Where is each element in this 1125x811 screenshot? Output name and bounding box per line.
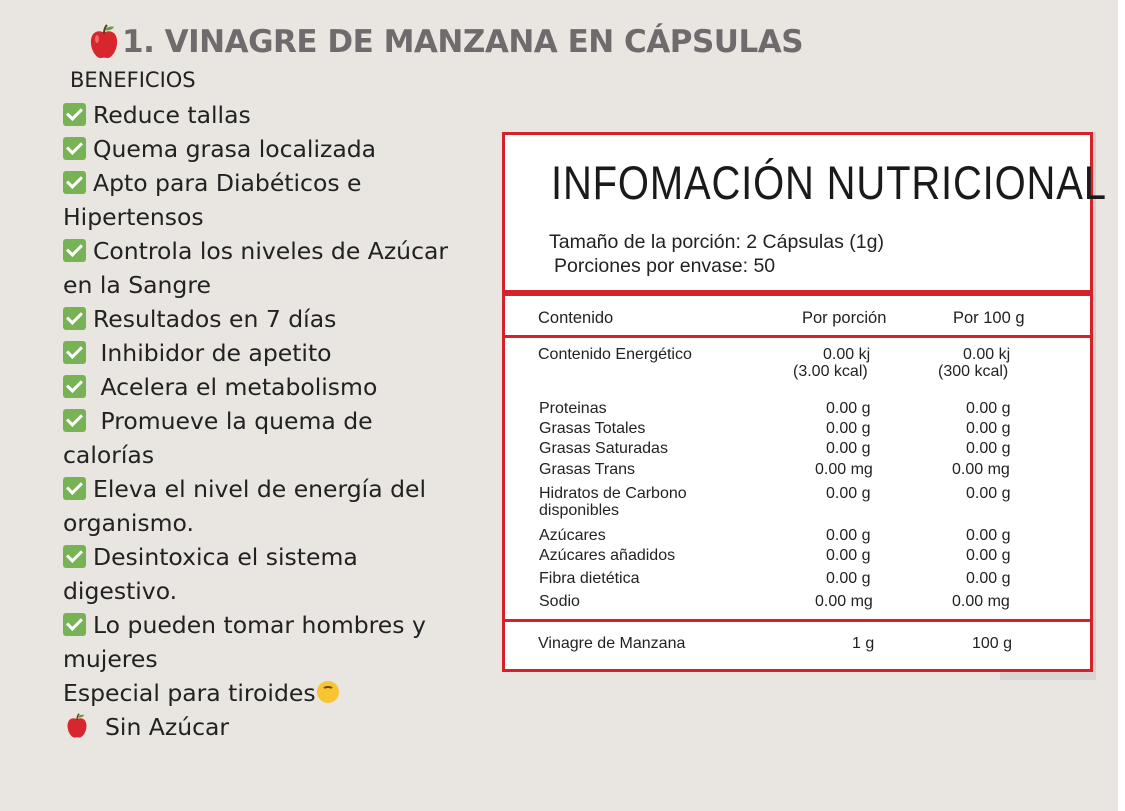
nutrient-per-100g: 0.00 g <box>966 570 1011 587</box>
benefit-item-continuation: mujeres <box>63 645 158 673</box>
check-icon <box>63 375 86 398</box>
serving-size: Tamaño de la porción: 2 Cápsulas (1g) <box>549 231 884 253</box>
benefits-heading: BENEFICIOS <box>70 68 196 92</box>
nutrient-per-100g: 0.00 g <box>966 400 1011 417</box>
nutrient-per-portion: 0.00 mg <box>815 461 873 478</box>
check-icon <box>63 307 86 330</box>
nutrient-label-continuation: disponibles <box>539 502 620 519</box>
benefit-item: Promueve la quema de <box>63 404 493 438</box>
nutrition-panel <box>502 132 1107 672</box>
benefit-item-continuation: organismo. <box>63 509 194 537</box>
benefit-item: Lo pueden tomar hombres y <box>63 608 493 642</box>
nutrient-label: Proteinas <box>539 400 607 417</box>
check-icon <box>63 239 86 262</box>
divider <box>505 619 1090 622</box>
page-title-text: 1. VINAGRE DE MANZANA EN CÁPSULAS <box>122 24 804 60</box>
nutrient-per-portion: 0.00 g <box>826 547 871 564</box>
divider <box>505 335 1090 338</box>
benefit-item: Controla los niveles de Azúcar <box>63 234 493 268</box>
check-icon <box>63 341 86 364</box>
check-icon <box>63 613 86 636</box>
nutrient-per-100g: 0.00 g <box>966 485 1011 502</box>
nutrient-per-100g: 0.00 mg <box>952 593 1010 610</box>
nutrient-label: Grasas Totales <box>539 420 646 437</box>
ingredient-per-100g: 100 g <box>972 635 1013 652</box>
nutrient-label: Hidratos de Carbono <box>539 485 687 502</box>
check-icon <box>63 103 86 126</box>
benefit-item: Eleva el nivel de energía del <box>63 472 493 506</box>
nutrient-per-portion: 0.00 g <box>826 440 871 457</box>
nutrition-title: INFOMACIÓN NUTRICIONAL <box>551 156 1107 209</box>
page-title <box>88 20 803 64</box>
benefit-item: Inhibidor de apetito <box>63 336 493 370</box>
nutrient-label: Grasas Trans <box>539 461 636 478</box>
energy-per-100g-kcal: (300 kcal) <box>938 363 1009 380</box>
energy-per-100g-kj: 0.00 kj <box>963 346 1011 363</box>
ingredient-label: Vinagre de Manzana <box>538 635 686 652</box>
benefits-list <box>63 98 493 744</box>
panel-bottom-shade <box>1000 672 1096 680</box>
header-contenido: Contenido <box>538 309 614 327</box>
benefit-item-sin-azucar: Sin Azúcar <box>63 710 493 744</box>
check-icon <box>63 545 86 568</box>
nutrient-per-portion: 0.00 g <box>826 570 871 587</box>
nutrient-label: Azúcares añadidos <box>539 547 676 564</box>
benefit-item: Apto para Diabéticos e <box>63 166 493 200</box>
check-icon <box>63 137 86 160</box>
nutrient-per-portion: 0.00 g <box>826 485 871 502</box>
benefit-item-continuation: Hipertensos <box>63 203 204 231</box>
nutrient-per-100g: 0.00 g <box>966 420 1011 437</box>
nutrient-label: Sodio <box>539 593 580 610</box>
nutrient-per-portion: 0.00 g <box>826 420 871 437</box>
nutrient-per-100g: 0.00 g <box>966 527 1011 544</box>
red-apple-icon <box>65 713 89 739</box>
benefit-item-tiroides: Especial para tiroides <box>63 676 493 710</box>
energy-per-portion-kj: 0.00 kj <box>823 346 871 363</box>
benefit-item: Quema grasa localizada <box>63 132 493 166</box>
nutrient-per-100g: 0.00 g <box>966 440 1011 457</box>
nutrient-per-portion: 0.00 g <box>826 527 871 544</box>
servings-per-container: Porciones por envase: 50 <box>554 255 776 277</box>
benefit-item-continuation: en la Sangre <box>63 271 211 299</box>
benefit-item: Resultados en 7 días <box>63 302 493 336</box>
header-por-100g: Por 100 g <box>953 309 1025 327</box>
benefit-item: Reduce tallas <box>63 98 493 132</box>
nutrient-per-100g: 0.00 mg <box>952 461 1010 478</box>
nutrient-label: Grasas Saturadas <box>539 440 668 457</box>
red-apple-icon <box>88 24 120 60</box>
energy-label: Contenido Energético <box>538 346 692 363</box>
benefit-item-continuation: digestivo. <box>63 577 178 605</box>
check-icon <box>63 171 86 194</box>
nutrient-per-portion: 0.00 mg <box>815 593 873 610</box>
nutrient-label: Fibra dietética <box>539 570 640 587</box>
benefit-item: Desintoxica el sistema <box>63 540 493 574</box>
check-icon <box>63 477 86 500</box>
ingredient-per-portion: 1 g <box>852 635 875 652</box>
nutrient-per-100g: 0.00 g <box>966 547 1011 564</box>
nutrient-label: Azúcares <box>539 527 606 544</box>
benefit-item: Acelera el metabolismo <box>63 370 493 404</box>
upside-down-face-icon <box>317 681 339 703</box>
energy-per-portion-kcal: (3.00 kcal) <box>793 363 868 380</box>
divider <box>505 290 1090 296</box>
check-icon <box>63 409 86 432</box>
nutrient-per-portion: 0.00 g <box>826 400 871 417</box>
header-por-porcion: Por porción <box>802 309 887 327</box>
benefit-item-continuation: calorías <box>63 441 155 469</box>
